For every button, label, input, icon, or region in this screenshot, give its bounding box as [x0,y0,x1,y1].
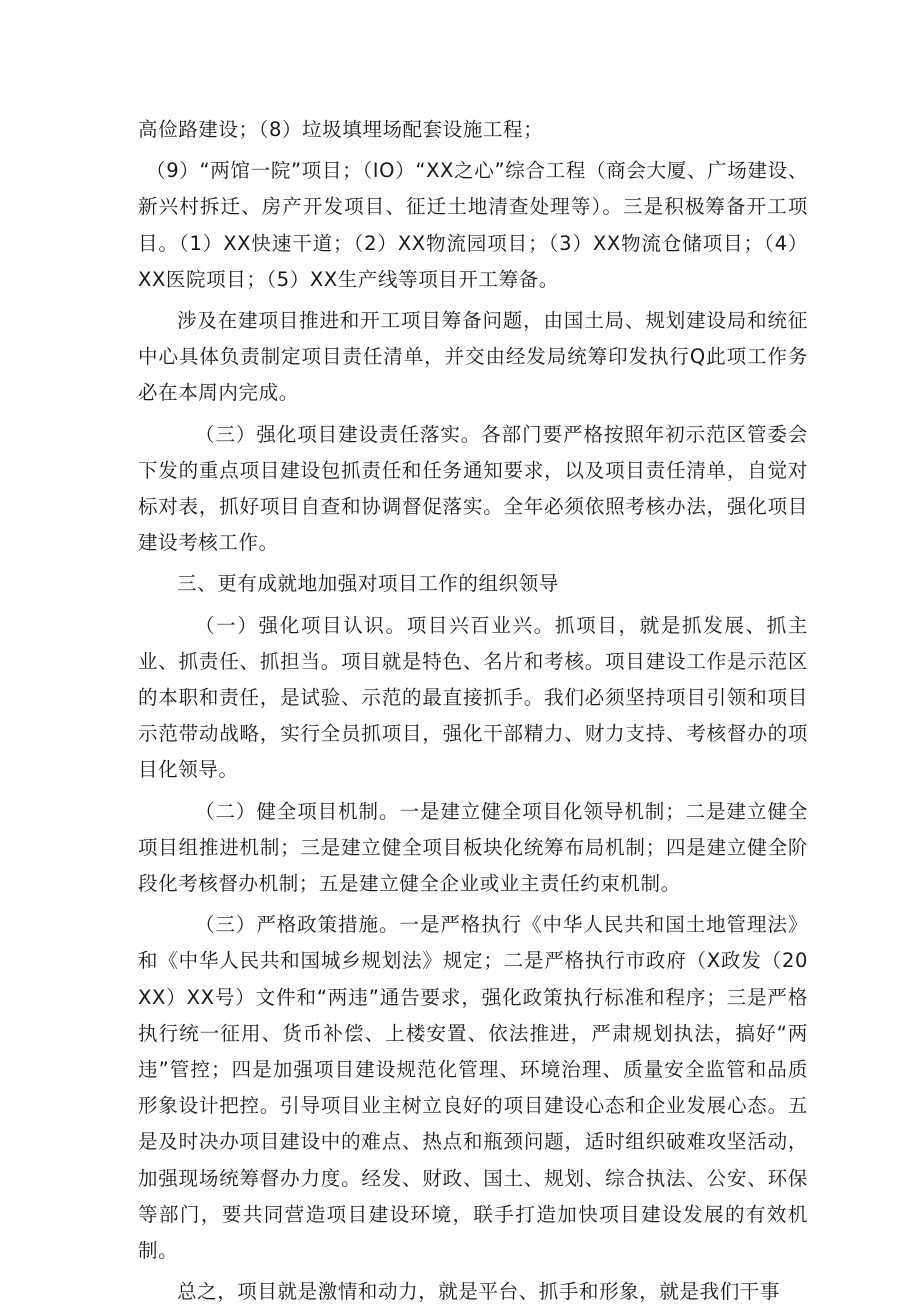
paragraph-conclusion: 总之，项目就是激情和动力，就是平台、抓手和形象，就是我们干事 [177,1280,781,1304]
paragraph-project-list: （9）“两馆一院”项目；（IO）“XX之心”综合工程（商会大厦、广场建设、新兴村拆迁、房产开发项目、征迁土地清查处理等）。三是积极筹备开工项目。（1）XX快速干道；（2）XX物流园项目；（3）XX物流仓储项目；（4）XX医院项目；（5）XX生产线等项目开工筹备。 [138,159,808,291]
document-body [138,112,808,1316]
paragraph-responsibility-list: 涉及在建项目推进和开工项目筹备问题，由国土局、规划建设局和统征中心具体负责制定项目责任清单，并交由经发局统筹印发执行Q此项工作务必在本周内完成。 [138,309,808,405]
paragraph-section-3: （三）强化项目建设责任落实。各部门要严格按照年初示范区管委会下发的重点项目建设包抓责任和任务通知要求，以及项目责任清单，自觉对标对表，抓好项目自查和协调督促落实。全年必须依照考核办法，强化项目建设考核工作。 [138,422,808,555]
paragraph-item-3: （三）严格政策措施。一是严格执行《中华人民共和国土地管理法》和《中华人民共和国城乡规划法》规定；二是严格执行市政府（X政发（20XX）XX号）文件和“两违”通告要求，强化政策执行标准和程序；三是严格执行统一征用、货币补偿、上楼安置、依法推进，严肃规划执法，搞好“两违”管控；四是加强项目建设规范化管理、环境治理、质量安全监管和品质形象设计把控。引导项目业主树立良好的项目建设心态和企业发展心态。五是及时决办项目建设中的难点、热点和瓶颈问题，适时组织破难攻坚活动，加强现场统筹督办力度。经发、财政、国土、规划、综合执法、公安、环保等部门，要共同营造项目建设环境，联手打造加快项目建设发展的有效机制。 [138,913,808,1263]
paragraph-item-2: （二）健全项目机制。一是建立健全项目化领导机制；二是建立健全项目组推进机制；三是建立健全项目板块化统筹布局机制；四是建立健全阶段化考核督办机制；五是建立健全企业或业主责任约束机制。 [138,799,808,896]
paragraph-continuation: 高俭路建设；（8）垃圾填埋场配套设施工程； [138,118,544,141]
section-heading: 三、更有成就地加强对项目工作的组织领导 [177,572,559,596]
paragraph-item-1: （一）强化项目认识。项目兴百业兴。抓项目，就是抓发展、抓主业、抓责任、抓担当。项目就是特色、名片和考核。项目建设工作是示范区的本职和责任，是试验、示范的最直接抓手。我们必须坚持项目引领和项目示范带动战略，实行全员抓项目，强化干部精力、财力支持、考核督办的项目化领导。 [138,613,808,782]
